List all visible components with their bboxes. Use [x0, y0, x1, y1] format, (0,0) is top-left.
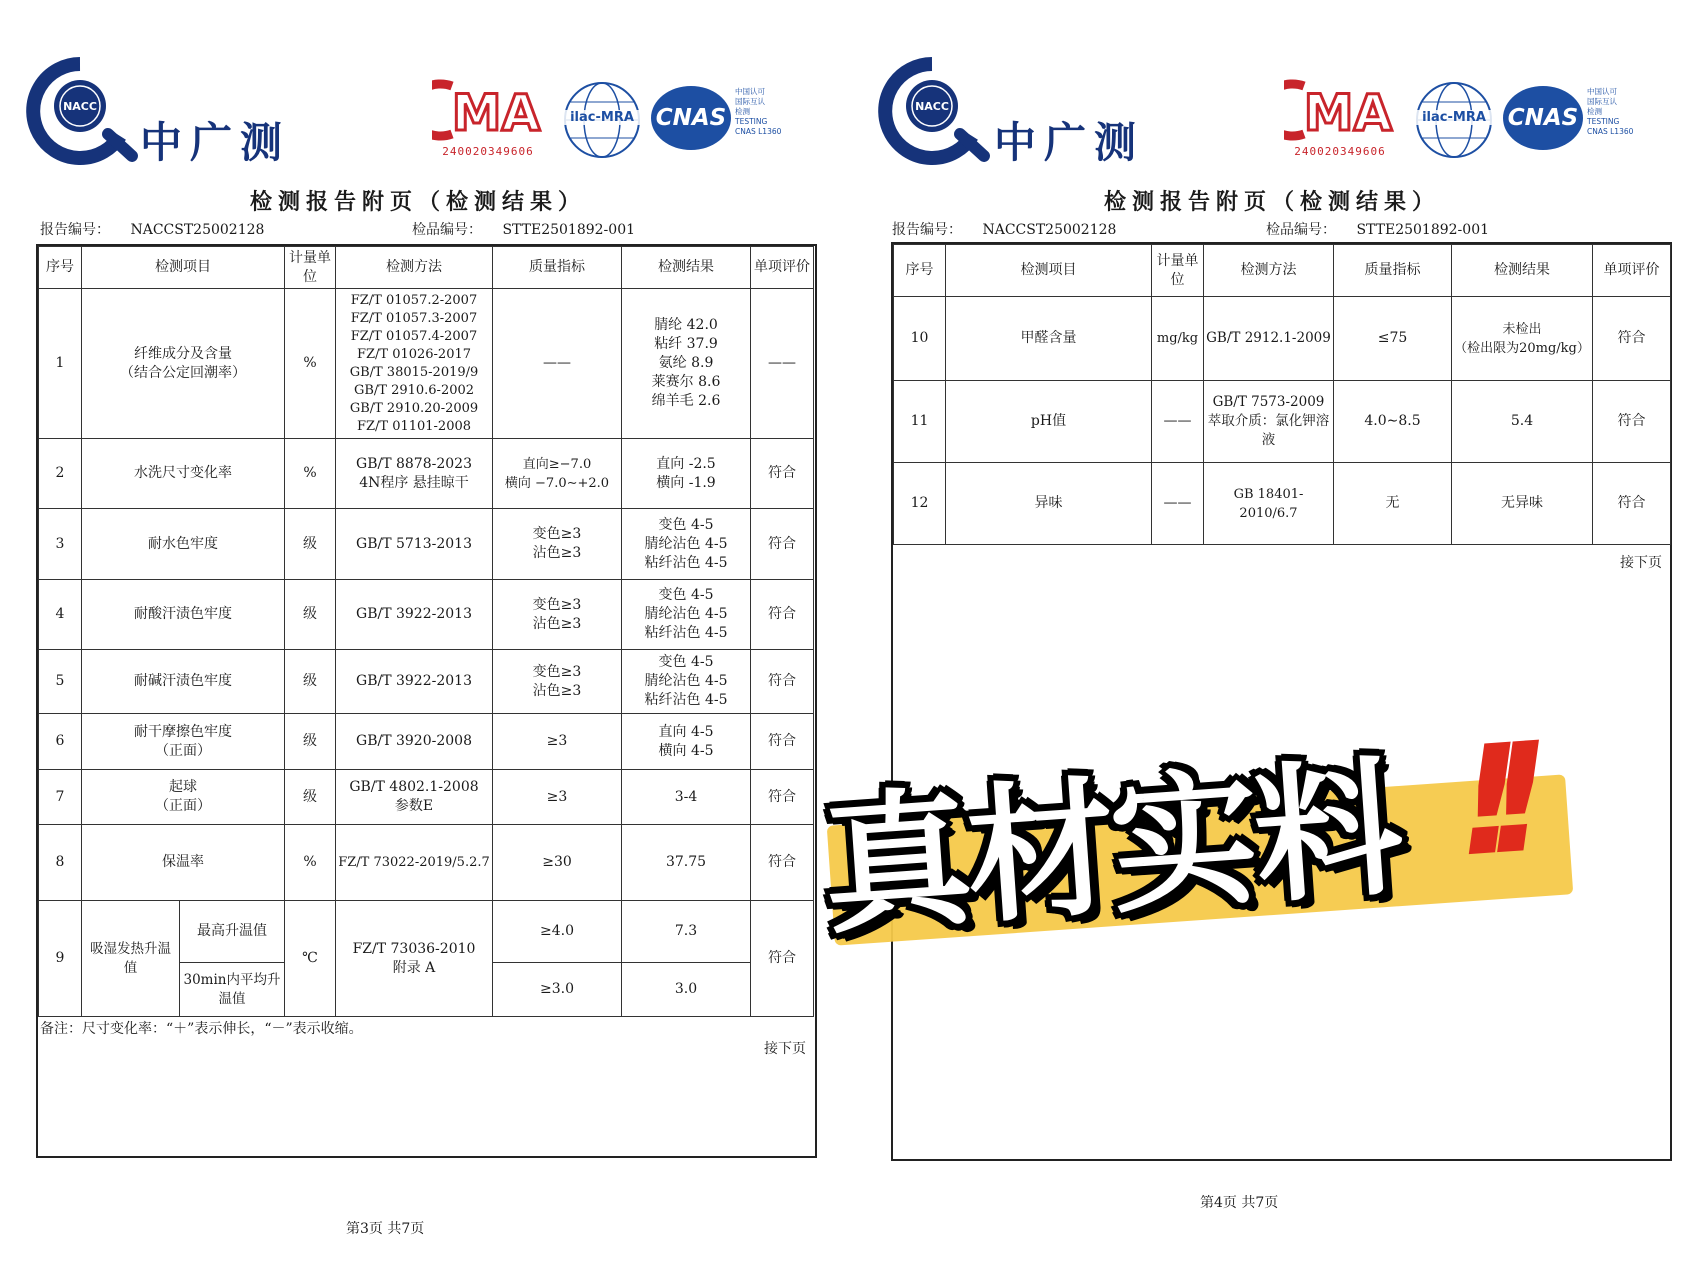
header-standard: 质量指标 [493, 247, 622, 289]
header-result: 检测结果 [1452, 245, 1593, 297]
cell-eval: 符合 [751, 509, 814, 580]
cell-eval: 符合 [751, 580, 814, 650]
cnas-note-line: 检测 [1587, 107, 1602, 116]
header-standard: 质量指标 [1334, 245, 1452, 297]
table-row [894, 381, 1671, 463]
ilac-text: ilac-MRA [562, 110, 642, 125]
report-number-label: 报告编号： [40, 222, 110, 238]
cnas-text: CNAS [655, 105, 727, 131]
cell-no: 6 [39, 714, 82, 770]
sample-number-value: STTE2501892-001 [502, 222, 636, 238]
cell-result: 直向 4-5 横向 4-5 [622, 714, 751, 770]
cell-eval: 符合 [751, 901, 814, 1017]
cell-method: GB 18401-2010/6.7 [1204, 463, 1334, 545]
cell-method: GB/T 4802.1-2008 参数E [336, 770, 493, 825]
report-number-label: 报告编号： [892, 222, 962, 238]
header-no: 序号 [894, 245, 946, 297]
cell-item: pH值 [946, 381, 1152, 463]
cell-unit: ℃ [285, 901, 336, 1017]
cell-unit: —— [1152, 463, 1204, 545]
sample-number [412, 219, 635, 239]
cma-text: MA [451, 84, 541, 142]
cell-no: 12 [894, 463, 946, 545]
table-row [39, 439, 814, 509]
header-method: 检测方法 [336, 247, 493, 289]
header-method: 检测方法 [1204, 245, 1334, 297]
cell-eval: 符合 [1593, 381, 1671, 463]
cell-method: FZ/T 73036-2010 附录 A [336, 901, 493, 1017]
cell-subitem: 30min内平均升温值 [180, 963, 285, 1017]
cnas-note [735, 87, 805, 137]
cell-result: 变色 4-5 腈纶沾色 4-5 粘纤沾色 4-5 [622, 580, 751, 650]
cell-item: 异味 [946, 463, 1152, 545]
cnas-note-line: CNAS L1360 [735, 127, 782, 136]
continue-label: 接下页 [1620, 555, 1662, 571]
cell-unit: % [285, 289, 336, 439]
cell-no: 9 [39, 901, 82, 1017]
cell-standard: ≤75 [1334, 297, 1452, 381]
cell-unit: 级 [285, 580, 336, 650]
report-number [892, 219, 1116, 239]
cnas-note-line: CNAS L1360 [1587, 127, 1634, 136]
cnas-note-line: TESTING [1587, 117, 1620, 126]
header-unit: 计量单位 [1152, 245, 1204, 297]
cell-standard: 变色≥3 沾色≥3 [493, 650, 622, 714]
cnas-note-line: 国际互认 [735, 97, 765, 106]
nacc-label: NACC [63, 100, 97, 113]
cell-standard: ≥3.0 [493, 963, 622, 1017]
cell-result: 变色 4-5 腈纶沾色 4-5 粘纤沾色 4-5 [622, 509, 751, 580]
cell-unit: —— [1152, 381, 1204, 463]
cell-standard: 变色≥3 沾色≥3 [493, 509, 622, 580]
cell-item: 保温率 [82, 825, 285, 901]
cma-mark-icon [1284, 78, 1396, 142]
cell-eval: 符合 [1593, 297, 1671, 381]
report-title: 检测报告附页（检测结果） [1104, 189, 1441, 215]
cell-standard: ≥4.0 [493, 901, 622, 963]
cell-method: GB/T 3920-2008 [336, 714, 493, 770]
header-no: 序号 [39, 247, 82, 289]
cell-eval: —— [751, 289, 814, 439]
cell-eval: 符合 [751, 650, 814, 714]
sample-number-label: 检品编号： [1266, 222, 1336, 238]
table-row [39, 770, 814, 825]
sample-number-value: STTE2501892-001 [1356, 222, 1490, 238]
sample-number-label: 检品编号： [412, 222, 482, 238]
cell-result: 无异味 [1452, 463, 1593, 545]
cell-subitem: 最高升温值 [180, 901, 285, 963]
cell-no: 3 [39, 509, 82, 580]
cell-unit: % [285, 825, 336, 901]
cell-standard: —— [493, 289, 622, 439]
cnas-text: CNAS [1507, 105, 1579, 131]
cell-result: 5.4 [1452, 381, 1593, 463]
cell-no: 10 [894, 297, 946, 381]
cell-unit: mg/kg [1152, 297, 1204, 381]
ilac-mra-logo [562, 80, 642, 160]
cell-item: 耐干摩擦色牢度 （正面） [82, 714, 285, 770]
cell-eval: 符合 [751, 825, 814, 901]
cell-unit: 级 [285, 770, 336, 825]
cell-no: 11 [894, 381, 946, 463]
cell-result: 3.0 [622, 963, 751, 1017]
nacc-logo-icon [20, 56, 140, 166]
nacc-logo-icon [872, 56, 992, 166]
table-header-row [894, 245, 1671, 297]
cell-unit: % [285, 439, 336, 509]
cell-no: 4 [39, 580, 82, 650]
exclamation-marks: !! [1442, 711, 1525, 893]
cell-eval: 符合 [751, 770, 814, 825]
header-result: 检测结果 [622, 247, 751, 289]
table-note: 备注：尺寸变化率：“＋”表示伸长，“－”表示收缩。 [40, 1021, 363, 1037]
report-page-3 [0, 0, 850, 1280]
cell-eval: 符合 [751, 714, 814, 770]
brand-name: 中广测 [140, 118, 291, 167]
cell-item: 甲醛含量 [946, 297, 1152, 381]
cnas-note-line: 中国认可 [735, 87, 765, 96]
report-number-value: NACCST25002128 [130, 222, 265, 238]
cma-code: 240020349606 [442, 145, 534, 158]
sample-number [1266, 219, 1489, 239]
cell-method: GB/T 5713-2013 [336, 509, 493, 580]
cell-method: FZ/T 73022-2019/5.2.7 [336, 825, 493, 901]
results-table [893, 244, 1671, 545]
cell-method: GB/T 7573-2009 萃取介质：氯化钾溶液 [1204, 381, 1334, 463]
cnas-note-line: 国际互认 [1587, 97, 1617, 106]
cnas-logo [650, 85, 732, 151]
results-table [38, 246, 814, 1017]
cnas-note-line: 中国认可 [1587, 87, 1617, 96]
cell-standard: ≥3 [493, 770, 622, 825]
report-number [40, 219, 264, 239]
cell-standard: 变色≥3 沾色≥3 [493, 580, 622, 650]
page-number: 第3页 共7页 [346, 1221, 425, 1237]
report-page-4 [852, 0, 1707, 1280]
cell-result: 7.3 [622, 901, 751, 963]
cma-mark-icon [432, 78, 544, 142]
table-header-row [39, 247, 814, 289]
cell-method: GB/T 2912.1-2009 [1204, 297, 1334, 381]
cell-result: 直向 -2.5 横向 -1.9 [622, 439, 751, 509]
cell-item: 耐酸汗渍色牢度 [82, 580, 285, 650]
cell-standard: ≥30 [493, 825, 622, 901]
table-row [39, 825, 814, 901]
cell-no: 7 [39, 770, 82, 825]
ilac-mra-logo [1414, 80, 1494, 160]
cell-unit: 级 [285, 509, 336, 580]
cell-no: 8 [39, 825, 82, 901]
cell-method: FZ/T 01057.2-2007 FZ/T 01057.3-2007 FZ/T 01057.4-2007 FZ/T 01026-2017 GB/T 38015-2019/9 GB/T 2910.6-2002 GB/T 2910.20-2009 FZ/T 01101-2008 [336, 289, 493, 439]
cell-result: 变色 4-5 腈纶沾色 4-5 粘纤沾色 4-5 [622, 650, 751, 714]
table-row [894, 297, 1671, 381]
cnas-note-line: TESTING [735, 117, 768, 126]
cell-method: GB/T 8878-2023 4N程序 悬挂晾干 [336, 439, 493, 509]
cell-standard: 4.0∼8.5 [1334, 381, 1452, 463]
cell-result: 37.75 [622, 825, 751, 901]
table-row [39, 901, 814, 963]
cell-eval: 符合 [1593, 463, 1671, 545]
cell-result: 3-4 [622, 770, 751, 825]
header-item: 检测项目 [82, 247, 285, 289]
cell-standard: 直向≥−7.0 横向 −7.0∼+2.0 [493, 439, 622, 509]
cell-method: GB/T 3922-2013 [336, 650, 493, 714]
cell-unit: 级 [285, 650, 336, 714]
cell-item: 水洗尺寸变化率 [82, 439, 285, 509]
header-eval: 单项评价 [1593, 245, 1671, 297]
table-row [39, 509, 814, 580]
cell-item: 耐碱汗渍色牢度 [82, 650, 285, 714]
header-unit: 计量单位 [285, 247, 336, 289]
cell-no: 1 [39, 289, 82, 439]
cell-standard: 无 [1334, 463, 1452, 545]
header-eval: 单项评价 [751, 247, 814, 289]
cell-eval: 符合 [751, 439, 814, 509]
cma-code: 240020349606 [1294, 145, 1386, 158]
cell-item: 吸湿发热升温值 [82, 901, 180, 1017]
table-row [39, 714, 814, 770]
cma-logo [1284, 78, 1396, 158]
table-row [39, 289, 814, 439]
cell-no: 5 [39, 650, 82, 714]
cell-result: 腈纶 42.0 粘纤 37.9 氨纶 8.9 莱赛尔 8.6 绵羊毛 2.6 [622, 289, 751, 439]
cnas-note [1587, 87, 1657, 137]
table-row [39, 650, 814, 714]
table-row [39, 580, 814, 650]
ilac-text: ilac-MRA [1414, 110, 1494, 125]
nacc-label: NACC [915, 100, 949, 113]
cnas-logo [1502, 85, 1584, 151]
cell-method: GB/T 3922-2013 [336, 580, 493, 650]
header-item: 检测项目 [946, 245, 1152, 297]
table-row [894, 463, 1671, 545]
cell-item: 耐水色牢度 [82, 509, 285, 580]
cell-unit: 级 [285, 714, 336, 770]
cell-item: 纤维成分及含量 （结合公定回潮率） [82, 289, 285, 439]
cma-text: MA [1303, 84, 1393, 142]
brand-name: 中广测 [994, 118, 1145, 167]
cell-result: 未检出 （检出限为20mg/kg） [1452, 297, 1593, 381]
page-number: 第4页 共7页 [1200, 1195, 1279, 1211]
report-title: 检测报告附页（检测结果） [250, 189, 587, 215]
cell-no: 2 [39, 439, 82, 509]
cell-standard: ≥3 [493, 714, 622, 770]
cma-logo [432, 78, 544, 158]
cell-item: 起球 （正面） [82, 770, 285, 825]
continue-label: 接下页 [764, 1041, 806, 1057]
promo-banner-text: 真材实料 [817, 742, 1405, 954]
report-number-value: NACCST25002128 [982, 222, 1117, 238]
cnas-note-line: 检测 [735, 107, 750, 116]
